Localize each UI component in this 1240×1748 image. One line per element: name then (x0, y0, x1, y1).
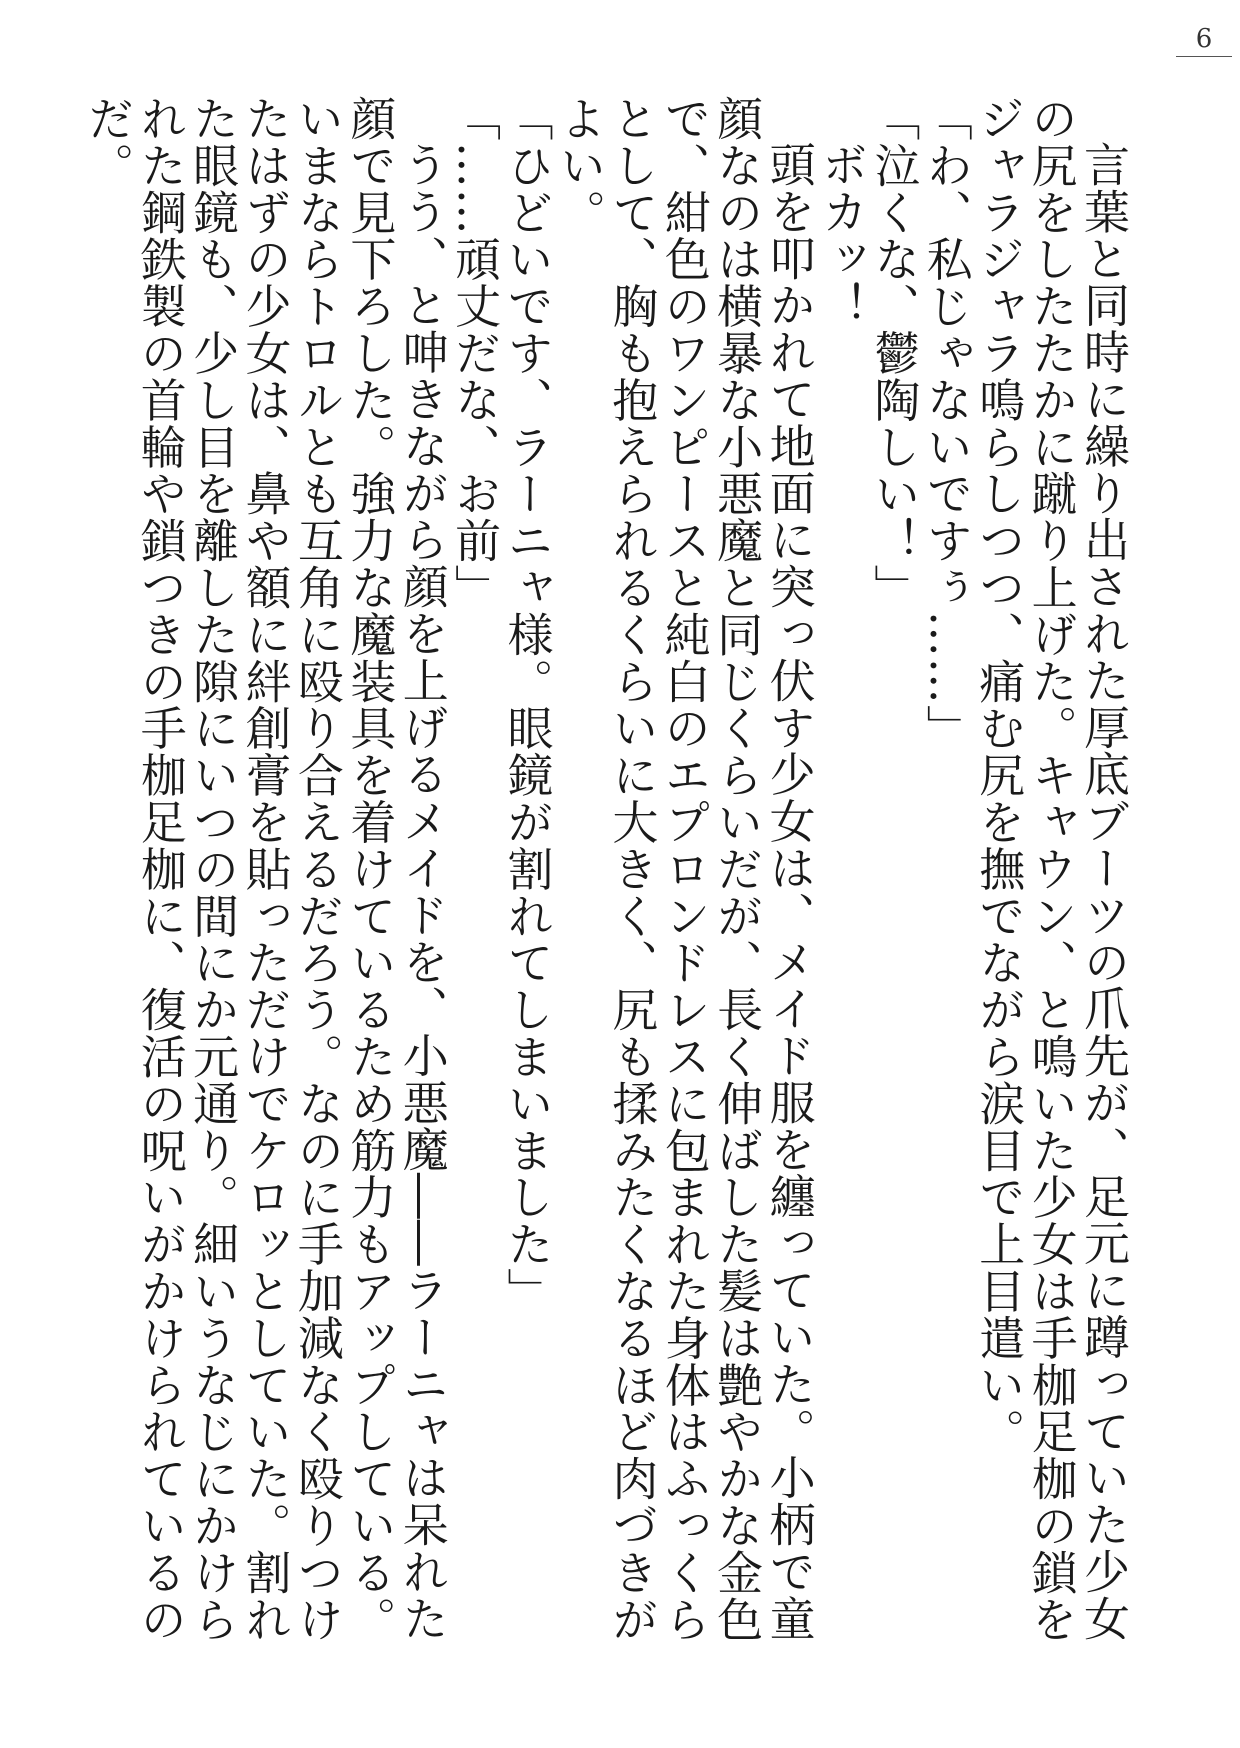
paragraph-3: うう、と呻きながら顔を上げるメイドを、小悪魔――ラーニャは呆れた顔で見下ろした。強力な魔装具を着けているため筋力もアップしている。いまならトロルとも互角に殴り合えるだろう。なのに手加減なく殴りつけたはずの少女は、鼻や額に絆創膏を貼っただけでケロッとしていた。割れた眼鏡も、少し目を離した隙にいつの間にか元通り。細いうなじにかけられた鋼鉄製の首輪や鎖つきの手枷足枷に、復活の呪いがかけられているのだ。 (81, 95, 450, 1643)
dialogue-1: 「わ、私じゃないですぅ……」 (919, 95, 974, 752)
dialogue-4: 「……頑丈だな、お前」 (448, 95, 503, 611)
body-text (81, 95, 1131, 1655)
paragraph-2: 頭を叩かれて地面に突っ伏す少女は、メイド服を纏っていた。小柄で童顔なのは横暴な小悪魔と同じくらいだが、長く伸ばした髪は艶やかな金色で、紺色のワンピースと純白のエプロンドレスに包まれた身体はふっくらとして、胸も抱えられるくらいに大きく、尻も揉みたくなるほど肉づきがよい。 (552, 95, 817, 1643)
page-number-rule (1176, 56, 1232, 57)
paragraph-1: 言葉と同時に繰り出された厚底ブーツの爪先が、足元に蹲っていた少女の尻をしたたかに蹴り上げた。キャウン、と鳴いた少女は手枷足枷の鎖をジャラジャラ鳴らしつつ、痛む尻を撫でながら涙目で上目遣い。 (972, 95, 1131, 1643)
sound-effect: ボカッ！ (814, 141, 869, 329)
page-number: 6 (1195, 24, 1213, 54)
dialogue-2: 「泣くな、鬱陶しい！」 (867, 95, 922, 611)
dialogue-3: 「ひどいです、ラーニャ様。眼鏡が割れてしまいました」 (500, 95, 555, 1315)
